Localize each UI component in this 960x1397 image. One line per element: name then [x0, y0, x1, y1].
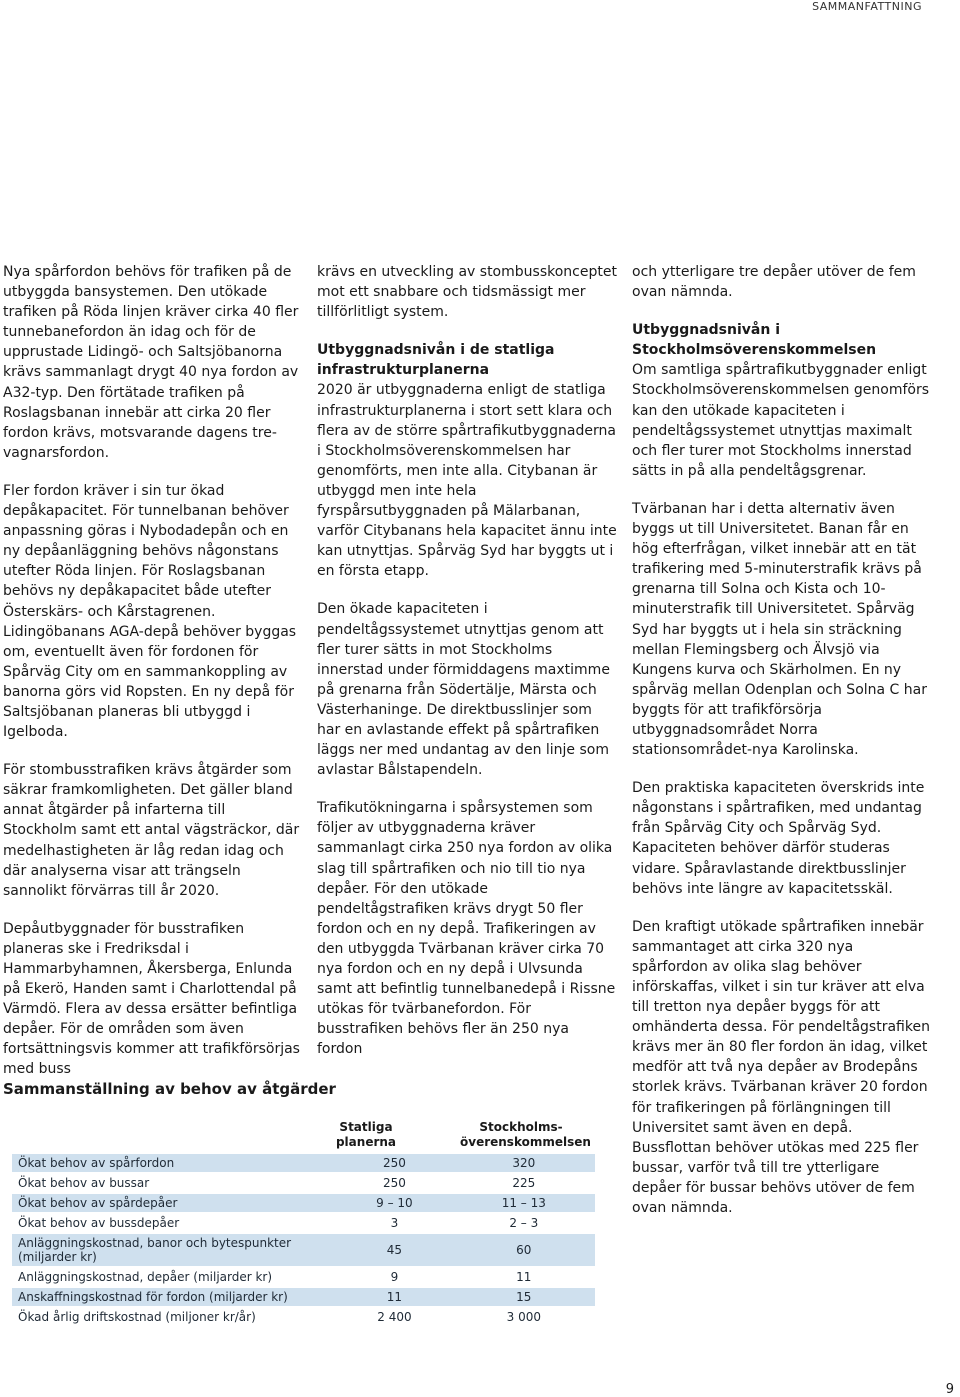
paragraph: Trafikutökningarna i spårsystemen som följer av utbyggnaderna kräver sammanlagt cirka 250 nya fordon av olika slag till spårtrafiken och nio till tio nya depåer. För den utökade pendeltågstrafiken krävs drygt 50 fler fordon och en ny depå. Trafikeringen av den utbyggda Tvärbanan kräver cirka 70 nya fordon och en ny depå i Ulvsunda samt att befintlig tunnelbanedepå i Rissne utökas för tvärbanefordon. För busstrafiken behövs fler än 250 nya fordon	[317, 800, 616, 1058]
value-statliga: 11	[336, 1288, 452, 1306]
value-statliga: 2 400	[377, 1310, 412, 1324]
text-column-middle	[317, 262, 617, 1059]
value-stockholm: 320	[453, 1154, 595, 1172]
row-label: Ökad årlig driftskostnad (miljoner kr/år)	[18, 1310, 256, 1324]
value-stockholm: 15	[453, 1288, 595, 1306]
section-header: SAMMANFATTNING	[812, 0, 922, 13]
value-statliga: 250	[336, 1154, 452, 1172]
value-statliga: 250	[382, 1176, 406, 1190]
table-row	[12, 1174, 595, 1192]
value-statliga: 9	[390, 1270, 399, 1284]
value-stockholm: 3 000	[506, 1310, 541, 1324]
column-header-stockholm: Stockholms-överenskommelsen	[460, 1120, 591, 1149]
paragraph: Om samtliga spårtrafikutbyggnader enligt Stockholmsöverenskommelsen genomförs kan den utökade kapaciteten i pendeltågssystemet utnyttjas maximalt och fler turer mot Stockholms innerstad sätts in på alla pendeltågsgrenar.	[632, 362, 930, 479]
section-heading: Utbyggnadsnivån i Stockholmsöverenskommelsen	[632, 322, 877, 359]
paragraph: och ytterligare tre depåer utöver de fem ovan nämnda.	[632, 264, 916, 301]
paragraph: Den kraftigt utökade spårtrafiken innebär sammantaget att cirka 320 nya spårfordon av olika slag behöver införskaffas, vilket i sin tur kräver att elva till tretton nya depåer byggs för att omhänderta dessa. För pendeltågstrafiken krävs mer än 80 fler fordon än idag, vilket medför att två nya depåer av Brodepåns storlek krävs. Tvärbanan kräver 20 fordon för trafikeringen på förlängningen till Universitet samt även en depå. Bussflottan behöver utökas med 225 fler bussar, varför två till tre ytterligare depåer för bussar behövs utöver de fem ovan nämnda.	[632, 918, 930, 1217]
paragraph: För stombusstrafiken krävs åtgärder som säkrar framkomligheten. Det gäller bland annat åtgärder på infarterna till Stockholm samt ett antal vägsträckor, där medelhastigheten är låg redan idag och där analyserna visar att trängseln sannolikt förvärras till år 2020.	[3, 762, 300, 899]
value-stockholm: 11	[516, 1270, 532, 1284]
value-stockholm: 60	[453, 1234, 595, 1266]
text-column-left	[3, 262, 303, 1080]
row-label: Anläggningskostnad, depåer (miljarder kr)	[18, 1270, 273, 1284]
value-statliga: 45	[336, 1234, 452, 1266]
row-label: Ökat behov av bussdepåer	[18, 1216, 180, 1230]
row-label: Anläggningskostnad, banor och bytespunkter (miljarder kr)	[12, 1234, 336, 1266]
paragraph: Nya spårfordon behövs för trafiken på de utbyggda bansystemen. Den utökade trafiken på Röda linjen kräver cirka 40 fler tunnebanefordon än idag och för de upprustade Lidingö- och Saltsjöbanorna krävs sammanlagt drygt 40 nya fordon av A32-typ. Den förtätade trafiken på Roslagsbanan innebär att cirka 20 fler fordon krävs, motsvarande dagens tre-vagnarsfordon.	[3, 264, 299, 461]
section-heading: Utbyggnadsnivån i de statliga infrastrukturplanerna	[317, 342, 555, 379]
value-statliga: 9 – 10	[336, 1194, 452, 1212]
value-statliga: 3	[390, 1216, 399, 1230]
paragraph: Fler fordon kräver i sin tur ökad depåkapacitet. För tunnelbanan behöver anpassning göras i Nybodadepån och en ny depåanläggning behövs någonstans utefter Röda linjen. För Roslagsbanan behövs ny depåkapacitet både utefter Österskärs- och Kårstagrenen. Lidingöbanans AGA-depå behöver byggas om, eventuellt även för fordonen för Spårväg City om en sammankoppling av banorna görs vid Ropsten. En ny depå för Saltsjöbanan planeras bli utbyggd i Igelboda.	[3, 482, 297, 741]
text-column-right	[632, 262, 932, 1218]
table-row	[12, 1234, 595, 1266]
paragraph: Tvärbanan har i detta alternativ även byggs ut till Universitetet. Banan får en hög efterfrågan, vilket innebär att en tät trafikering med 5-minuterstrafik krävs på grenarna till Solna och Kista och 10-minuterstrafik till Universitetet. Spårväg Syd har byggts ut i hela sin sträckning mellan Flemingsberg och Älvsjö via Kungens kurva och Skärholmen. En ny spårväg mellan Odenplan och Solna C har byggts för att trafikförsörja utbyggnadsområdet Norra stationsområdet-nya Karolinska.	[632, 500, 927, 759]
row-label: Ökat behov av bussar	[18, 1176, 150, 1190]
row-label: Ökat behov av spårdepåer	[12, 1194, 336, 1212]
paragraph: Den ökade kapaciteten i pendeltågssystemet utnyttjas genom att fler turer sätts in mot Stockholms innerstad under förmiddagens maxtimme på grenarna från Södertälje, Märsta och Västerhaninge. De direktbusslinjer som har en avlastande effekt på spårtrafiken läggs ner med undantag av den linje som avlastar Bålstapendeln.	[317, 601, 610, 779]
table-row	[12, 1154, 595, 1172]
paragraph: krävs en utveckling av stombusskonceptet mot ett snabbare och tidsmässigt mer tillförlitligt system.	[317, 264, 617, 321]
summary-table	[12, 1152, 595, 1328]
row-label: Anskaffningskostnad för fordon (miljarder kr)	[12, 1288, 336, 1306]
page-number: 9	[945, 1382, 954, 1397]
paragraph: Den praktiska kapaciteten överskrids inte någonstans i spårtrafiken, med undantag från Spårväg City och Spårväg Syd. Kapaciteten behöver därför studeras vidare. Spåravlastande direktbusslinjer behövs inte längre av kapacitetsskäl.	[632, 780, 925, 897]
value-stockholm: 225	[512, 1176, 536, 1190]
table-row	[12, 1214, 595, 1232]
table-row	[12, 1194, 595, 1212]
row-label: Ökat behov av spårfordon	[12, 1154, 336, 1172]
table-row	[12, 1308, 595, 1326]
value-stockholm: 2 – 3	[509, 1216, 539, 1230]
paragraph: Depåutbyggnader för busstrafiken planeras ske i Fredriksdal i Hammarbyhamnen, Åkersberga, Enlunda på Ekerö, Handen samt i Charlottendal på Värmdö. Flera av dessa ersätter befintliga depåer. För de områden som även fortsättningsvis kommer att trafikförsörjas med buss	[3, 920, 300, 1078]
column-header-statliga: Statliga planerna	[335, 1120, 397, 1149]
table-row	[12, 1288, 595, 1306]
value-stockholm: 11 – 13	[453, 1194, 595, 1212]
summary-title: Sammanställning av behov av åtgärder	[3, 1080, 336, 1098]
table-row	[12, 1268, 595, 1286]
paragraph: 2020 är utbyggnaderna enligt de statliga infrastrukturplanerna i stort sett klara och flera av de större spårtrafikutbyggnaderna i Stockholmsöverenskommelsen har genomförts, men inte alla. Citybanan är utbyggd men inte hela fyrspårsutbyggnaden på Mälarbanan, varför Citybanans hela kapacitet ännu inte kan utnyttjas. Spårväg Syd har byggts ut i en första etapp.	[317, 382, 617, 580]
